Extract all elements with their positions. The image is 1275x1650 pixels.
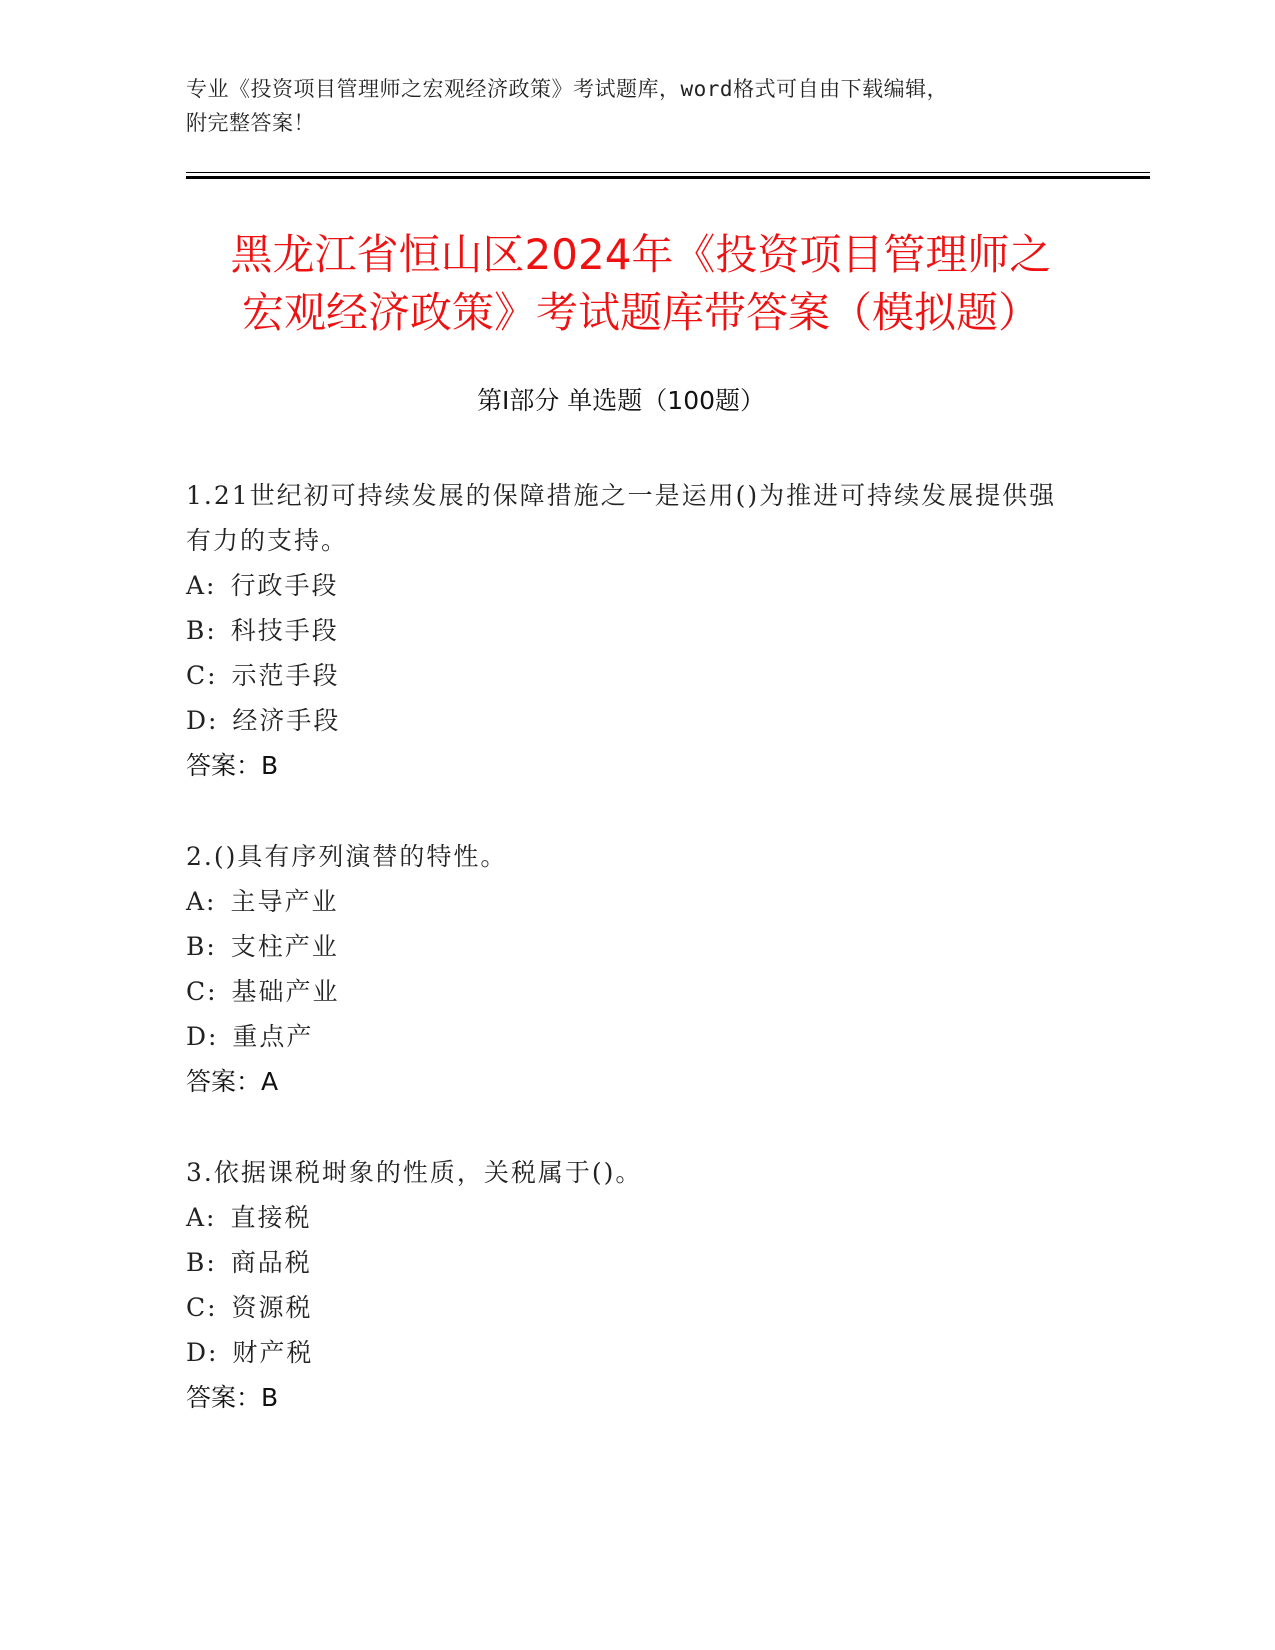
- answer: 答案：B: [186, 751, 279, 780]
- option-b: [186, 608, 1066, 653]
- header-note: [186, 72, 1086, 140]
- option-text: 直接税: [230, 1203, 312, 1232]
- header-divider-thick: [186, 176, 1150, 179]
- option-letter: B:: [186, 932, 217, 961]
- question-stem: 2.()具有序列演替的特性。: [186, 842, 508, 871]
- option-b: [186, 1240, 1066, 1285]
- option-c: [186, 653, 1066, 698]
- question-2: [186, 834, 1066, 1104]
- option-text: 商品税: [230, 1248, 312, 1277]
- option-letter: D:: [186, 1338, 219, 1367]
- document-title-line-1: 黑龙江省恒山区2024年《投资项目管理师之: [230, 230, 1052, 279]
- option-letter: C:: [186, 977, 218, 1006]
- option-letter: A:: [186, 571, 217, 600]
- option-letter: D:: [186, 1022, 219, 1051]
- option-d: [186, 1330, 1066, 1375]
- document-title: [186, 226, 1096, 342]
- option-text: 示范手段: [231, 661, 340, 690]
- section-title: 第Ⅰ部分 单选题（100题）: [476, 386, 766, 415]
- option-letter: A:: [186, 1203, 217, 1232]
- header-divider-thin: [186, 172, 1150, 173]
- option-letter: B:: [186, 616, 217, 645]
- question-list: [186, 473, 1066, 1466]
- option-a: [186, 563, 1066, 608]
- option-letter: D:: [186, 706, 219, 735]
- option-text: 财产税: [232, 1338, 314, 1367]
- answer: 答案：A: [186, 1067, 279, 1096]
- question-stem: 3.依据课税埘象的性质，关税属于()。: [186, 1158, 643, 1187]
- option-d: [186, 1014, 1066, 1059]
- answer: 答案：B: [186, 1383, 279, 1412]
- option-text: 支柱产业: [230, 932, 339, 961]
- header-note-line-1: 专业《投资项目管理师之宏观经济政策》考试题库，word格式可自由下载编辑，: [186, 77, 949, 101]
- option-text: 重点产: [232, 1022, 314, 1051]
- option-letter: C:: [186, 661, 218, 690]
- question-3: [186, 1150, 1066, 1420]
- question-1: [186, 473, 1066, 788]
- option-b: [186, 924, 1066, 969]
- option-text: 科技手段: [230, 616, 339, 645]
- option-d: [186, 698, 1066, 743]
- document-title-line-2: 宏观经济政策》考试题库带答案（模拟题）: [241, 288, 1040, 337]
- option-letter: C:: [186, 1293, 218, 1322]
- option-text: 资源税: [231, 1293, 313, 1322]
- option-text: 行政手段: [230, 571, 339, 600]
- header-note-line-2: 附完整答案！: [186, 111, 315, 135]
- option-text: 基础产业: [231, 977, 340, 1006]
- option-text: 主导产业: [230, 887, 339, 916]
- option-letter: B:: [186, 1248, 217, 1277]
- option-c: [186, 969, 1066, 1014]
- option-a: [186, 879, 1066, 924]
- option-letter: A:: [186, 887, 217, 916]
- option-a: [186, 1195, 1066, 1240]
- question-stem: 1.21世纪初可持续发展的保障措施之一是运用()为推进可持续发展提供强有力的支持。: [186, 481, 1057, 555]
- option-text: 经济手段: [232, 706, 341, 735]
- option-c: [186, 1285, 1066, 1330]
